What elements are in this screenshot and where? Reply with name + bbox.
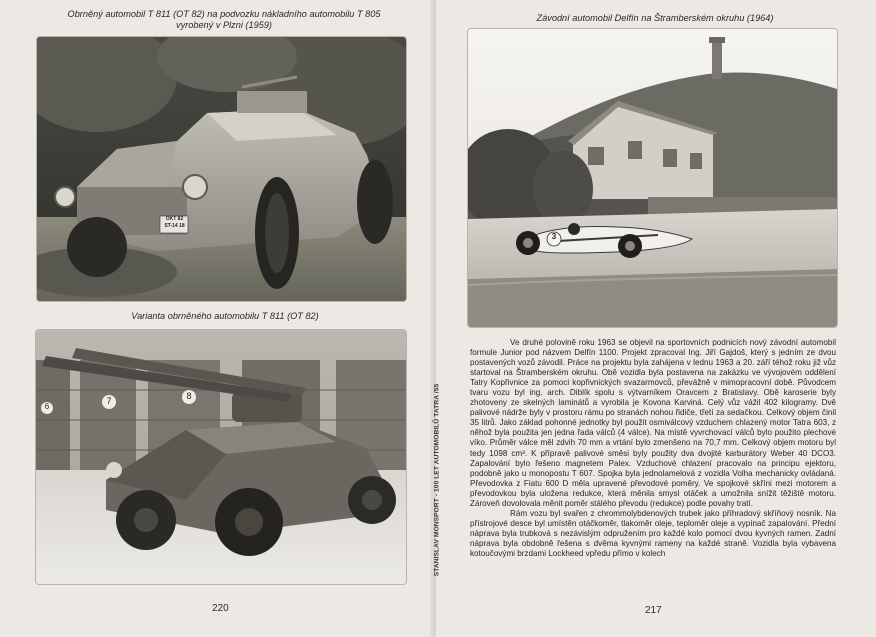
plate-line-1: OKT 82 [165,216,184,222]
book-running-title [431,362,443,598]
left-page-number: 220 [212,603,229,614]
left-middle-caption: Varianta obrněného automobilu T 811 (OT 82) [131,311,319,321]
race-car-photo [468,29,837,327]
garage-number-8: 8 [186,391,192,401]
running-title-text: STANISLAV MONSPORT - 100 LET AUTOMOBILŮ TATRA /55 [433,383,441,577]
license-plate-text [161,216,188,230]
race-car-number: 3 [551,232,557,241]
article-body [470,338,836,559]
garage-number-6: 6 [44,402,50,411]
garage-number-7: 7 [106,396,112,406]
right-top-caption: Závodní automobil Delfín na Štramberském okruhu (1964) [536,13,774,23]
armored-car-photo-2 [36,330,406,584]
plate-line-2: ST-14 18 [164,223,185,229]
paragraph-1: Ve druhé polovině roku 1963 se objevil na sportovních podnicích nový závodní automobil formule Junior pod názvem Delfín 1100. Projekt zpracoval Ing. Jiří Gajdoš, který s jedním ze dvou postavených vozů závodil. Práce na projektu byla zahájena v lednu 1963 a 20. září téhož roku již vůz startoval na Štramberském okruhu. Obě vozidla byla postavena na zakázku ve vývojovém oddělení Tatry Kopřivnice za pomoci kopřivnických svazarmovců, převážně v mimopracovní době. Původcem tvaru vozu byl ing. arch. Diblík spolu s výtvarníkem Oravcem z Bratislavy. Obě karoserie byly zhotoveny ze skelných laminátů a vyrobila je Kovona Karviná. Celý vůz vážil 402 kilogramy. Dvě palivové nádrže byly v prostoru rámu po stranách nohou řidiče, třetí za sedačkou. Celkový objem činil 35 litrů. Jako základ pohonné jednotky byl použit osmiválcový vzduchem chlazený motor Tatra 603, z něhož byla použita jen jedna řada válců (4 válce). Na místě vyvrchovací válců bylo použito plechové víko. Průměr válce měl zdvih 70 mm a vrtání bylo zmenšeno na 70,7 mm. Celkový objem motoru byl tedy 1098 cm³. K přípravě palivové směsi byly použity dva dvojité karburátory Weber 40 DCO3. Zapalování bylo řešeno magnetem Palex. Vzduchové chlazení pracovalo na principu ejektoru, podobně jako u monopostu T 607. Spojka byla jednolamelová z vozidla Volha mechanicky ovládaná. Převodovka z Fiatu 600 D měla upravené převodové poměry. Ve spojkové skříni mezi motorem a převodovkou byla uložena redukce, která měnila smysl otáček a umožnila snížit těžiště motoru. Zároveň dovolovala měnit poměr stálého převodu (redukce) podle povahy tratí. [470,338,836,508]
right-page-number: 217 [645,605,662,616]
paragraph-2: Rám vozu byl svařen z chrommolybdenových trubek jako příhradový skříňový nosník. Na přístrojové desce byl umístěn otáčkoměr, tlakoměr oleje, teploměr oleje a vypínač zapalování. Přední náprava byla trubková s nezávislým odpružením pro každé kolo pomocí dvou kyvných ramen. Zadní náprava byla obdobně řešena s dvěma kyvnými rameny na každé straně. Vozidla byla vybavena kotoučovými brzdami Lockheed vpředu přímo v kolech [470,508,836,558]
left-top-caption: Obrněný automobil T 811 (OT 82) na podvozku nákladního automobilu T 805 vyrobený v Plzni (1959) [67,9,381,30]
armored-car-photo-1 [37,37,406,301]
